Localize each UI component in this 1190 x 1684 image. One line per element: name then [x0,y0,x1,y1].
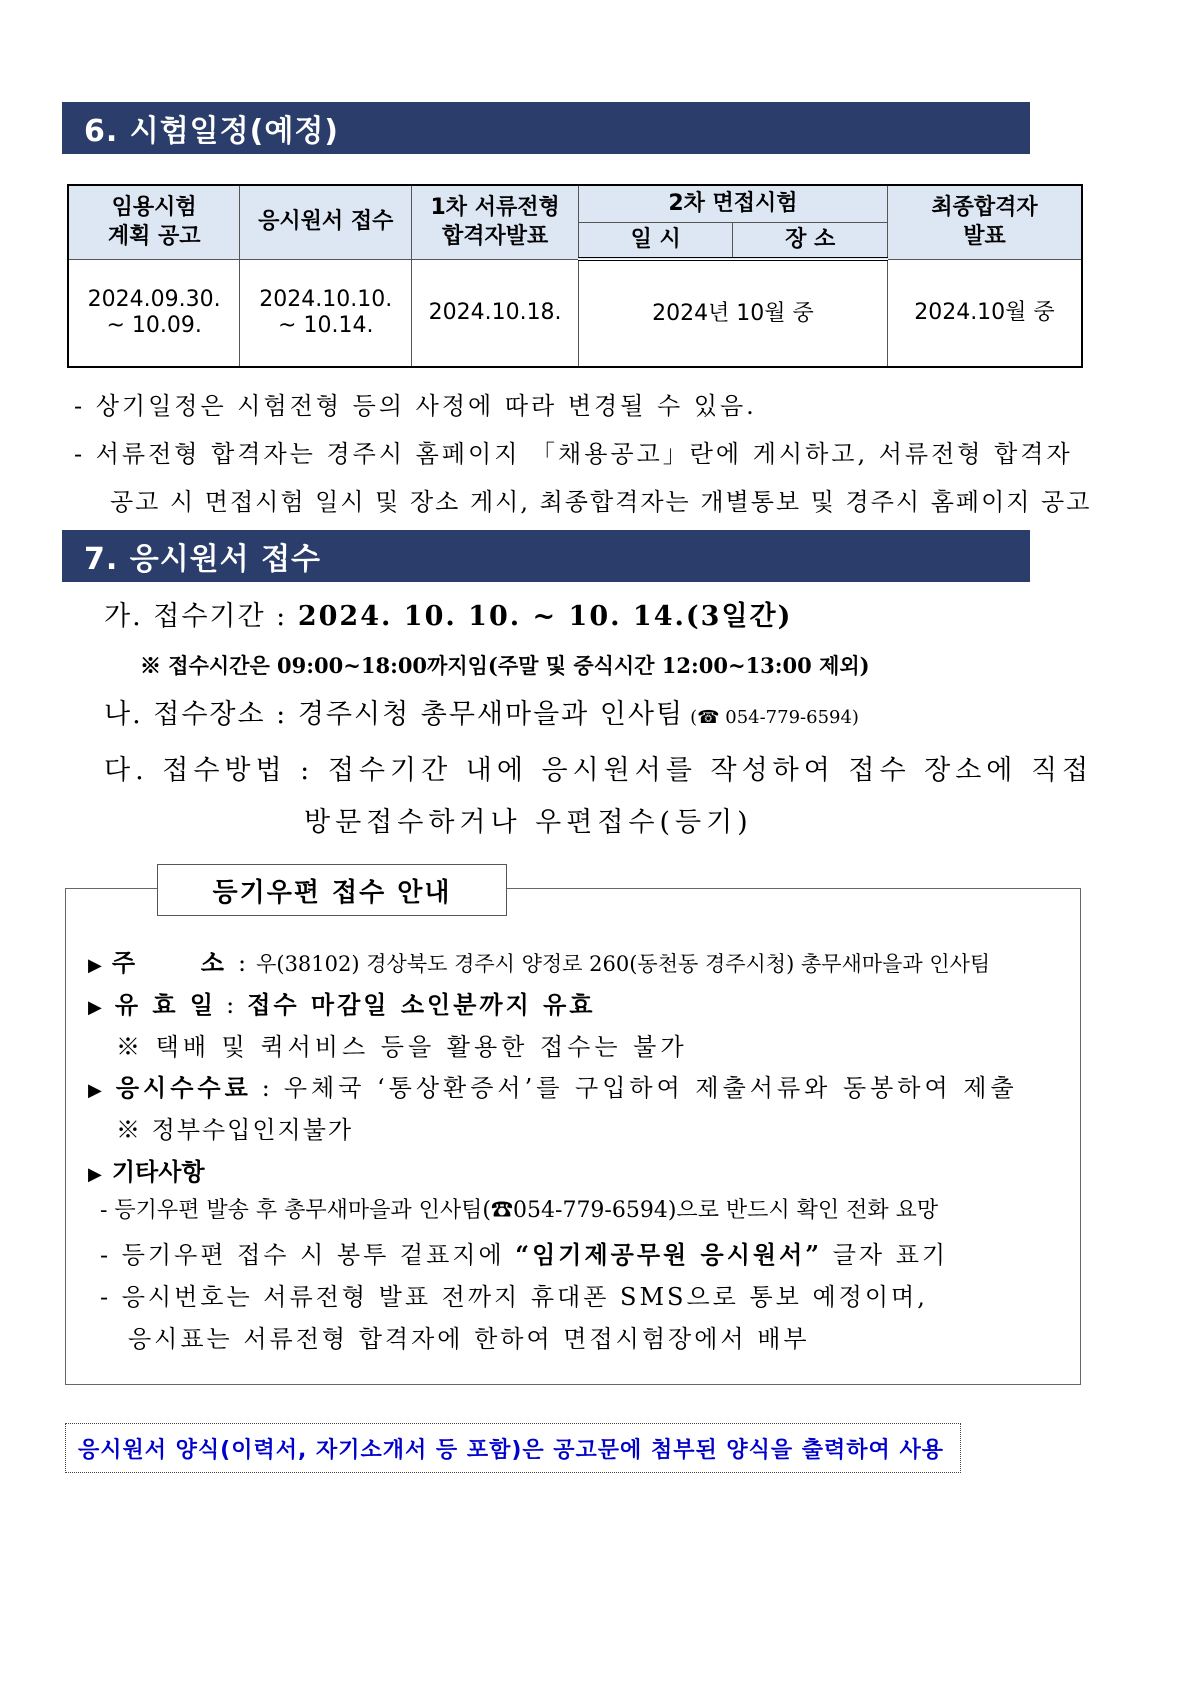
header-first-result [412,185,579,259]
cell-text: 2024.09.30. [87,287,221,313]
cell-interview: 2024년 10월 중 [579,259,888,367]
etc-item-1: - 등기우편 발송 후 총무새마을과 인사팀(☎054-779-6594)으로 반드시 확인 전화 요망 [100,1198,939,1223]
colon: : [261,1074,274,1102]
triangle-bullet-icon: ▶ [88,1164,102,1185]
section-7-header [62,530,1030,582]
header-recruit-plan [68,185,240,259]
etc2-suffix: 글자 표기 [822,1241,949,1269]
schedule-table [67,184,1083,368]
cell-recruit-plan [68,259,240,367]
address-value: 우(38102) 경상북도 경주시 양정로 260(동천동 경주시청) 총무새마을과 인사팀 [256,952,991,976]
cell-first-result: 2024.10.18. [412,259,579,367]
header-interview-place: 장 소 [733,222,887,259]
valid-value: 접수 마감일 소인분까지 유효 [247,990,596,1019]
header-final-result [887,185,1082,259]
section-6-header [62,102,1030,154]
colon: : [238,949,247,977]
place-phone: (☎ 054-779-6594) [690,707,859,728]
table-row [68,259,1082,367]
valid-note: ※ 택배 및 퀵서비스 등을 활용한 접수는 불가 [116,1033,688,1061]
period-label: 가. 접수기간 : [104,601,298,632]
cell-text: ~ 10.14. [278,312,374,338]
triangle-bullet-icon: ▶ [88,997,105,1018]
etc-item-3-cont: 응시표는 서류전형 합격자에 한하여 면접시험장에서 배부 [128,1325,810,1353]
etc-item-3: - 응시번호는 서류전형 발표 전까지 휴대폰 SMS으로 통보 예정이며, [100,1283,928,1311]
colon: : [226,991,238,1019]
header-text: 계획 공고 [107,224,201,250]
section-6-title: 6. 시험일정(예정) [84,114,340,149]
etc-label: 기타사항 [111,1157,205,1186]
header-text: 임용시험 [111,194,197,220]
header-text: 발표 [963,224,1006,250]
header-text: 응시원서 접수 [258,209,394,235]
header-interview: 2차 면접시험 [579,185,888,222]
etc2-bold: “임기제공무원 응시원서” [515,1240,823,1269]
place-line [104,692,859,731]
period-note: ※ 접수시간은 09:00~18:00까지임(주말 및 중식시간 12:00~13:00 제외) [140,653,870,678]
period-line [104,594,792,633]
guide-etc [88,1152,205,1187]
valid-label: 유 효 일 [114,990,217,1019]
triangle-bullet-icon: ▶ [88,1080,106,1101]
cell-final-result: 2024.10월 중 [887,259,1082,367]
guide-title: 등기우편 접수 안내 [157,864,507,916]
header-text: 1차 서류전형 [430,194,560,220]
address-label: 주 소 [111,948,228,977]
guide-address [88,943,990,978]
fee-label: 응시수수료 [115,1073,252,1102]
etc2-prefix: - 등기우편 접수 시 봉투 겉표지에 [100,1241,516,1269]
period-value: 2024. 10. 10. ~ 10. 14.(3일간) [297,601,793,632]
header-text: 최종합격자 [931,194,1038,220]
header-text: 합격자발표 [441,224,549,250]
cell-text: ~ 10.09. [106,312,202,338]
section-7-title: 7. 응시원서 접수 [84,542,322,577]
fee-note: ※ 정부수입인지불가 [116,1116,354,1144]
method-line-2: 방문접수하거나 우편접수(등기) [304,807,753,838]
form-usage-note [65,1423,961,1473]
form-usage-note-text: 응시원서 양식(이력서, 자기소개서 등 포함)은 공고문에 첨부된 양식을 출력하여 사용 [78,1437,944,1463]
guide-valid [88,985,595,1020]
fee-value: 우체국 ‘통상환증서’를 구입하여 제출서류와 동봉하여 제출 [283,1074,1018,1102]
method-line-1: 다. 접수방법 : 접수기간 내에 응시원서를 작성하여 접수 장소에 직접 [104,755,1094,786]
header-application [240,185,412,259]
schedule-note-2: - 서류전형 합격자는 경주시 홈페이지 「채용공고」란에 게시하고, 서류전형 합격자 [74,440,1073,468]
etc-item-2 [100,1235,948,1270]
header-interview-datetime: 일 시 [579,222,733,259]
guide-fee [88,1068,1018,1103]
triangle-bullet-icon: ▶ [88,955,102,976]
schedule-note-2-cont: 공고 시 면접시험 일시 및 장소 게시, 최종합격자는 개별통보 및 경주시 홈페이지 공고 [110,488,1092,516]
cell-application [240,259,412,367]
schedule-note-1: - 상기일정은 시험전형 등의 사정에 따라 변경될 수 있음. [74,392,757,420]
place-label: 나. 접수장소 : 경주시청 총무새마을과 인사팀 [104,699,685,730]
cell-text: 2024.10.10. [259,287,393,313]
